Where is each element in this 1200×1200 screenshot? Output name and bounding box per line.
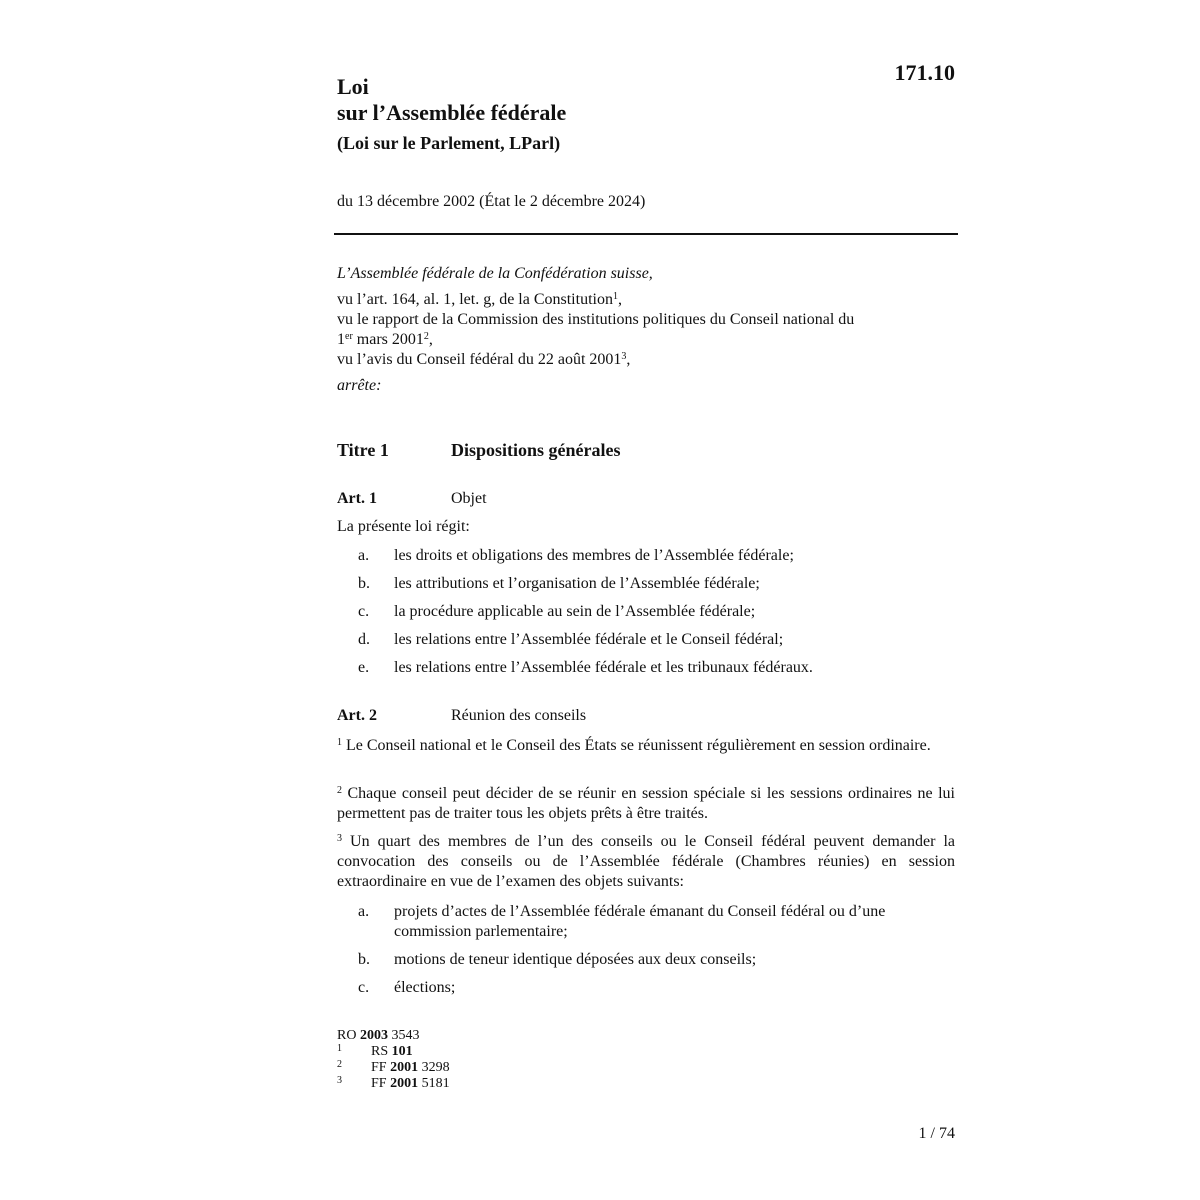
footnote-number: 2 — [337, 1059, 342, 1070]
ro-reference — [337, 1028, 450, 1044]
ro-year: 2003 — [359, 1028, 388, 1043]
list-item-text: projets d’actes de l’Assemblée fédérale émanant du Conseil fédéral ou d’une commission parlementaire; — [394, 903, 886, 940]
page-number: 1 / 74 — [918, 1125, 955, 1142]
header-divider — [334, 233, 958, 235]
article-2-heading — [337, 707, 586, 725]
paragraph-text: Le Conseil national et le Conseil des États se réunissent régulièrement en session ordinaire. — [342, 737, 931, 754]
footnote-ref-3[interactable]: 3 — [621, 351, 627, 362]
footnote-bold: 101 — [391, 1044, 413, 1059]
preamble-line-3 — [337, 350, 957, 370]
paragraph-number: 3 — [337, 833, 342, 844]
footnote-rest: 3298 — [418, 1060, 450, 1075]
preamble-line-2b-day: 1 — [337, 331, 345, 348]
preamble-line-3-end: , — [626, 351, 631, 368]
list-item-letter: b. — [358, 575, 370, 592]
article-1-heading — [337, 490, 487, 508]
document-title — [337, 74, 757, 154]
paragraph-text: Chaque conseil peut décider de se réunir en session spéciale si les sessions ordinaires ne lui permettent pas de traiter tous les objets prêts à être traités. — [337, 785, 955, 822]
preamble-line-1 — [337, 290, 957, 310]
article-2-list — [337, 902, 957, 1006]
footnote-prefix: RS — [371, 1044, 392, 1059]
list-item-letter: a. — [358, 547, 370, 564]
footnote-number: 3 — [337, 1075, 342, 1086]
article-1-name: Objet — [451, 490, 487, 507]
article-2-paragraph-1 — [337, 736, 955, 756]
article-2-paragraph-2 — [337, 784, 955, 824]
preamble — [337, 264, 957, 396]
list-item — [337, 602, 957, 622]
preamble-decree: arrête: — [337, 377, 382, 394]
list-item — [337, 630, 957, 650]
title-line-2: sur l’Assemblée fédérale — [337, 100, 567, 125]
list-item-letter: e. — [358, 659, 370, 676]
paragraph-number: 2 — [337, 785, 342, 796]
list-item-letter: d. — [358, 631, 370, 648]
list-item-text: motions de teneur identique déposées aux deux conseils; — [394, 951, 757, 968]
paragraph-number: 1 — [337, 737, 342, 748]
list-item-text: les droits et obligations des membres de l’Assemblée fédérale; — [394, 547, 794, 564]
footnote-bold: 2001 — [390, 1060, 419, 1075]
list-item-text: les attributions et l’organisation de l’Assemblée fédérale; — [394, 575, 760, 592]
article-1-list — [337, 546, 957, 686]
list-item-text: les relations entre l’Assemblée fédérale et le Conseil fédéral; — [394, 631, 784, 648]
footnote-prefix: FF — [371, 1076, 391, 1091]
ro-page: 3543 — [387, 1028, 420, 1043]
title-1-heading — [337, 440, 621, 461]
document-date: du 13 décembre 2002 (État le 2 décembre 2024) — [337, 193, 646, 210]
list-item-text: élections; — [394, 979, 456, 996]
preamble-line-2b-end: , — [428, 331, 433, 348]
footnote-1 — [337, 1044, 450, 1060]
sr-number: 171.10 — [894, 60, 955, 85]
preamble-line-1-end: , — [617, 291, 622, 308]
list-item-text: les relations entre l’Assemblée fédérale et les tribunaux fédéraux. — [394, 659, 813, 676]
preamble-line-2b — [337, 330, 957, 350]
paragraph-text: Un quart des membres de l’un des conseils ou le Conseil fédéral peuvent demander la convocation des conseils ou de l’Assemblée fédérale (Chambres réunies) en session extraordinaire en vue de l’examen des objets suivants: — [337, 833, 955, 890]
article-2-number: Art. 2 — [337, 707, 377, 724]
list-item — [337, 574, 957, 594]
list-item-letter: c. — [358, 603, 370, 620]
preamble-line-2b-text: mars 2001 — [352, 331, 424, 348]
preamble-line-2: vu le rapport de la Commission des institutions politiques du Conseil national du — [337, 311, 855, 328]
footnote-ref-2[interactable]: 2 — [423, 331, 429, 342]
list-item — [337, 658, 957, 678]
ordinal-suffix: er — [345, 331, 353, 342]
preamble-line-1-text: vu l’art. 164, al. 1, let. g, de la Constitution — [337, 291, 613, 308]
list-item — [337, 950, 957, 970]
footnote-rest: 5181 — [418, 1076, 450, 1091]
preamble-line-3-text: vu l’avis du Conseil fédéral du 22 août 2001 — [337, 351, 622, 368]
preamble-issuer: L’Assemblée fédérale de la Confédération suisse, — [337, 265, 653, 282]
list-item — [337, 546, 957, 566]
list-item — [337, 978, 957, 998]
list-item-letter: b. — [358, 951, 370, 968]
title-1-number: Titre 1 — [337, 440, 389, 460]
footnote-bold: 2001 — [390, 1076, 419, 1091]
footnote-prefix: FF — [371, 1060, 391, 1075]
footnotes — [337, 1028, 450, 1092]
title-1-name: Dispositions générales — [451, 440, 621, 460]
footnote-ref-1[interactable]: 1 — [612, 291, 618, 302]
article-1-intro: La présente loi régit: — [337, 518, 470, 535]
list-item-letter: c. — [358, 979, 370, 996]
footnote-2 — [337, 1060, 450, 1076]
article-2-paragraph-3 — [337, 832, 955, 892]
list-item-text: la procédure applicable au sein de l’Assemblée fédérale; — [394, 603, 756, 620]
footnote-3 — [337, 1076, 450, 1092]
list-item-letter: a. — [358, 903, 370, 920]
title-line-3: (Loi sur le Parlement, LParl) — [337, 133, 561, 153]
footnote-number: 1 — [337, 1043, 342, 1054]
article-1-number: Art. 1 — [337, 490, 377, 507]
article-2-name: Réunion des conseils — [451, 707, 587, 724]
ro-prefix: RO — [337, 1028, 360, 1043]
title-line-1: Loi — [337, 74, 369, 99]
list-item — [337, 902, 957, 942]
